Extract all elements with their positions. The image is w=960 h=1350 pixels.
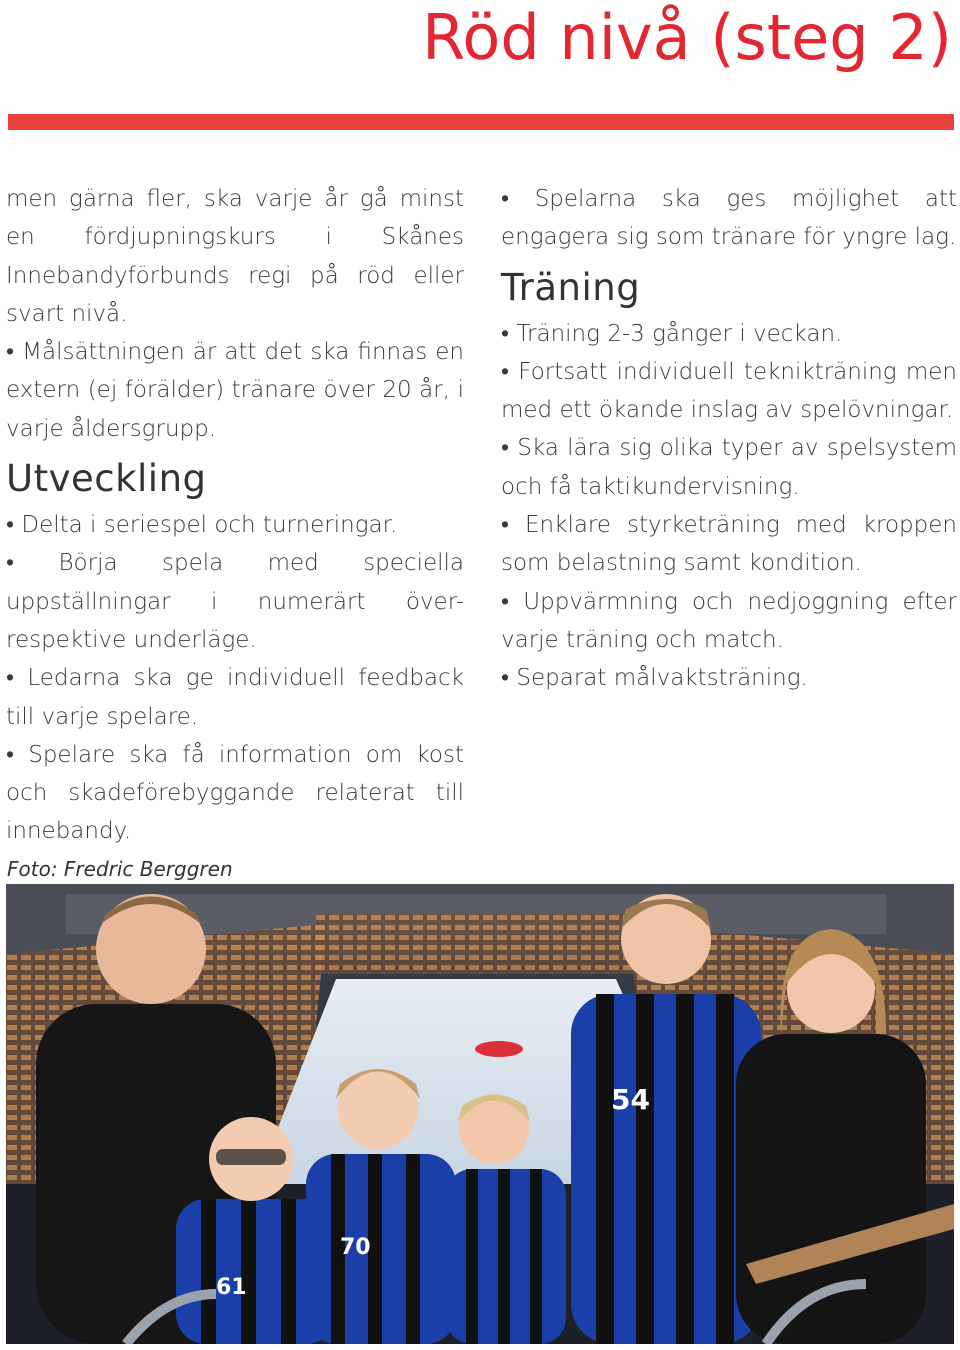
list-item: • Målsättningen är att det ska finnas en extern (ej förälder) tränare över 20 år, i varje åldersgrupp. (6, 333, 464, 448)
title-divider-bar (8, 114, 954, 130)
section-heading-traning: Träning (501, 265, 641, 309)
list-item: • Fortsatt individuell teknikträning men med ett ökande inslag av spelövningar. (501, 353, 957, 430)
list-item: • Börja spela med speciella uppställningar i numerärt över- respektive underläge. (6, 544, 464, 659)
list-item: • Spelare ska få information om kost och skadeförebyggande relaterat till innebandy. (6, 736, 464, 851)
photo-caption: Foto: Fredric Berggren (7, 857, 233, 881)
section-heading-utveckling: Utveckling (6, 457, 207, 501)
list-item: • Ledarna ska ge individuell feedback till varje spelare. (6, 659, 464, 736)
list-item: • Separat målvaktsträning. (501, 659, 957, 697)
list-item: • Spelarna ska ges möjlighet att engagera sig som tränare för yngre lag. (501, 180, 957, 257)
team-photo (6, 884, 954, 1344)
intro-paragraph: men gärna fler, ska varje år gå minst en fördjupningskurs i Skånes Innebandyförbunds regi på röd eller svart nivå. (6, 186, 464, 327)
left-column (6, 180, 464, 851)
list-item: • Enklare styrketräning med kroppen som belastning samt kondition. (501, 506, 957, 583)
list-item: • Uppvärmning och nedjoggning efter varje träning och match. (501, 583, 957, 660)
list-item: • Delta i seriespel och turneringar. (6, 506, 464, 544)
jersey-number: 54 (611, 1083, 650, 1116)
jersey-number: 61 (216, 1275, 247, 1300)
list-item: • Träning 2-3 gånger i veckan. (501, 315, 957, 353)
list-item: • Ska lära sig olika typer av spelsystem och få taktikundervisning. (501, 429, 957, 506)
page-title: Röd nivå (steg 2) (422, 1, 952, 74)
right-column (501, 180, 957, 698)
team-photo-illustration (6, 884, 954, 1344)
jersey-number: 70 (340, 1235, 371, 1260)
